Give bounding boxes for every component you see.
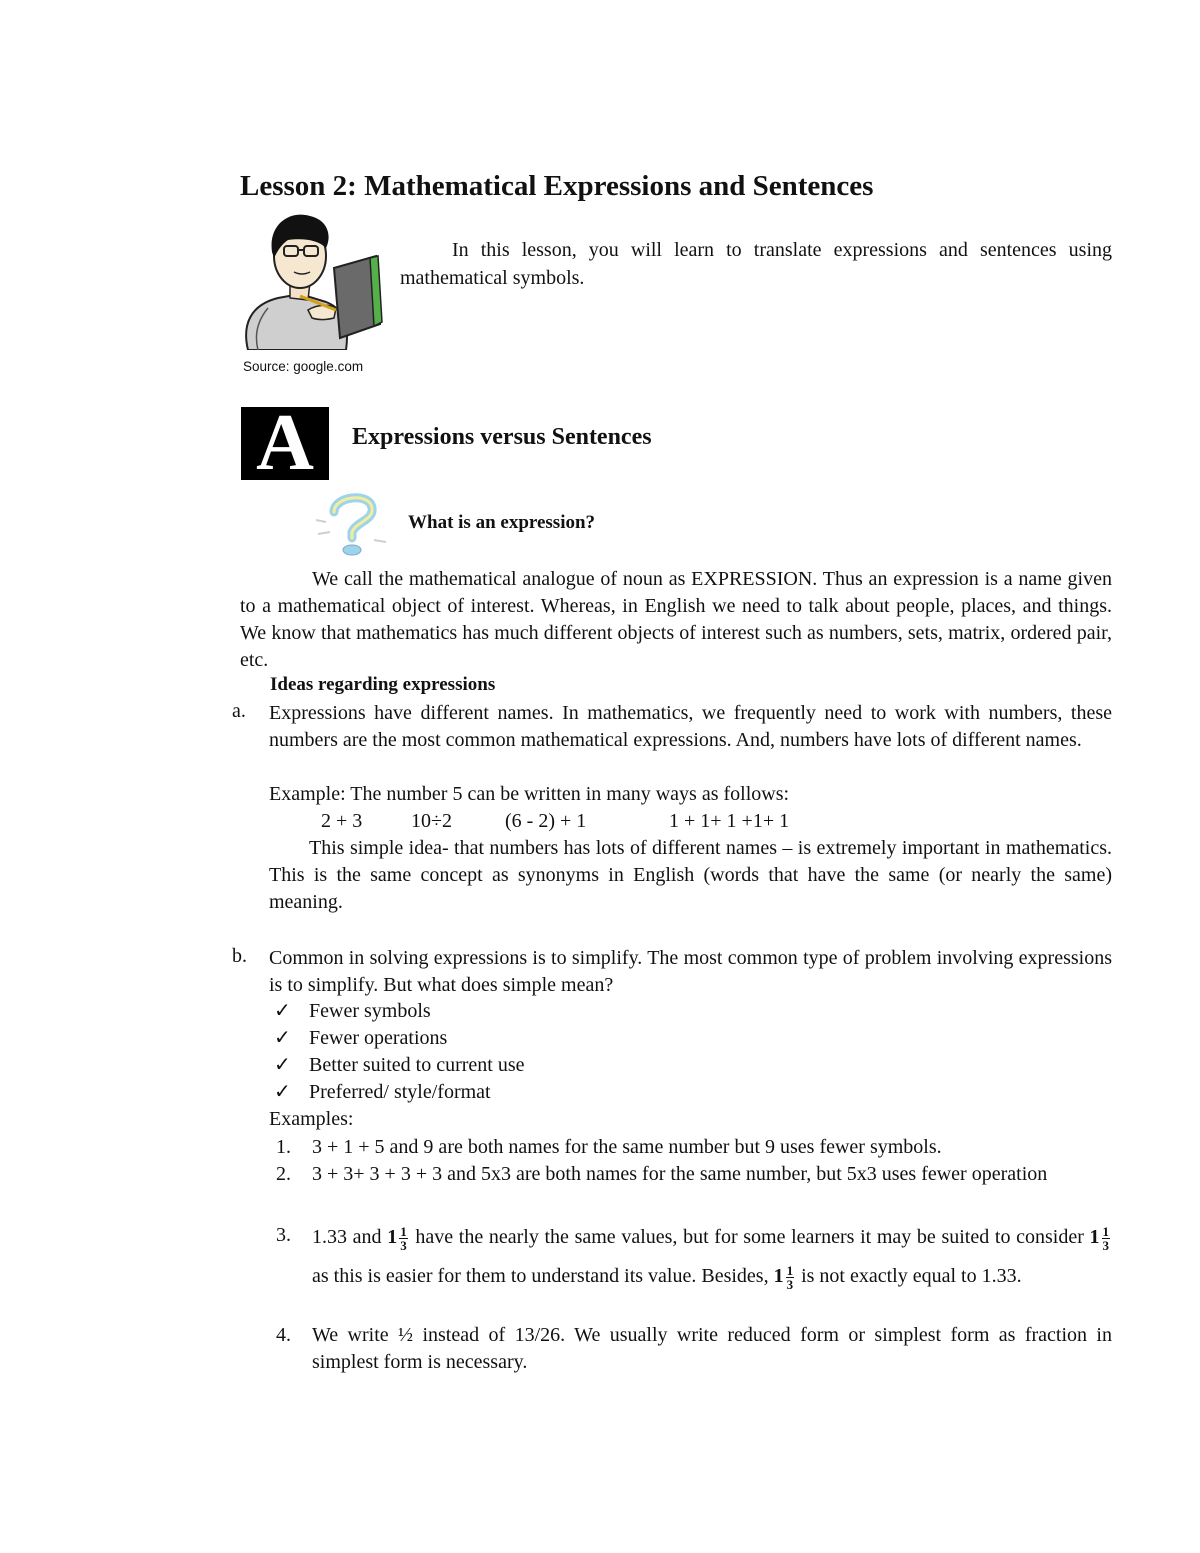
image-source-caption: Source: google.com: [243, 359, 364, 374]
item-a-example-label: Example: The number 5 can be written in many ways as follows:: [269, 783, 790, 805]
example-text: have the nearly the same values, but for some learners it may be suited to consider: [415, 1226, 1084, 1248]
check-icon: ✓: [274, 1054, 291, 1076]
section-letter-badge: A: [241, 407, 329, 480]
fraction-denominator: 3: [400, 1237, 407, 1253]
example-expression: 2 + 3: [321, 810, 363, 832]
mixed-number-fraction: [786, 1264, 795, 1291]
examples-label: Examples:: [269, 1108, 354, 1130]
check-icon: ✓: [274, 1081, 291, 1103]
example-text: 1.33 and: [312, 1226, 382, 1248]
example-number: 4.: [276, 1324, 291, 1346]
ideas-heading: Ideas regarding expressions: [270, 674, 496, 695]
check-icon: ✓: [274, 1000, 291, 1022]
fraction-numerator: 1: [786, 1262, 794, 1278]
question-heading: What is an expression?: [408, 512, 596, 533]
example-expression: (6 - 2) + 1: [505, 810, 587, 832]
example-text: is not exactly equal to 1.33.: [801, 1265, 1022, 1287]
item-a-note: This simple idea- that numbers has lots of different names – is extremely important in mathematics. This is the same concept as synonyms in English (words that have the same (or nearly the same) meaning.: [269, 837, 1112, 913]
item-b-marker: b.: [232, 945, 247, 967]
example-text: as this is easier for them to understand its value. Besides,: [312, 1265, 769, 1287]
fraction-numerator: 1: [400, 1223, 407, 1239]
check-icon: ✓: [274, 1027, 291, 1049]
mixed-number-fraction: [1102, 1225, 1111, 1252]
example-expression: 10÷2: [411, 810, 452, 832]
example-expression: 1 + 1+ 1 +1+ 1: [669, 810, 790, 832]
mixed-number-fraction: [399, 1225, 408, 1252]
item-b-text: Common in solving expressions is to simplify. The most common type of problem involving expressions is to simplify. But what does simple mean?: [269, 947, 1112, 996]
example-number: 2.: [276, 1163, 291, 1185]
section-title: Expressions versus Sentences: [352, 424, 652, 450]
mixed-number-whole: 1: [1089, 1226, 1100, 1248]
mixed-number-whole: 1: [773, 1265, 784, 1287]
item-a-text: Expressions have different names. In mathematics, we frequently need to work with numbers, these numbers are the most common mathematical expressions. And, numbers have lots of different names.: [269, 702, 1112, 751]
student-clipart-image: [238, 210, 386, 350]
fraction-denominator: 3: [1102, 1237, 1110, 1253]
fraction-denominator: 3: [786, 1276, 794, 1292]
question-mark-icon: [312, 490, 392, 560]
fraction-numerator: 1: [1102, 1223, 1110, 1239]
check-item: Fewer symbols: [309, 1000, 431, 1022]
page-title: Lesson 2: Mathematical Expressions and Sentences: [240, 170, 874, 202]
item-a-marker: a.: [232, 700, 246, 722]
example-text: 3 + 3+ 3 + 3 + 3 and 5x3 are both names for the same number, but 5x3 uses fewer operation: [312, 1163, 1048, 1185]
example-text: We write ½ instead of 13/26. We usually write reduced form or simplest form as fraction in simplest form is necessary.: [312, 1324, 1112, 1373]
mixed-number-whole: 1: [387, 1226, 398, 1248]
example-text: 3 + 1 + 5 and 9 are both names for the same number but 9 uses fewer symbols.: [312, 1136, 942, 1158]
check-item: Better suited to current use: [309, 1054, 525, 1076]
intro-paragraph: In this lesson, you will learn to translate expressions and sentences using mathematical symbols.: [400, 239, 1112, 289]
expression-definition-paragraph: We call the mathematical analogue of noun as EXPRESSION. Thus an expression is a name given to a mathematical object of interest. Whereas, in English we need to talk about people, places, and things. We know that mathematics has much different objects of interest such as numbers, sets, matrix, ordered pair, etc.: [240, 568, 1112, 671]
example-text-mixed: [312, 1218, 1112, 1296]
check-item: Preferred/ style/format: [309, 1081, 491, 1103]
example-number: 3.: [276, 1224, 291, 1246]
example-number: 1.: [276, 1136, 291, 1158]
check-item: Fewer operations: [309, 1027, 448, 1049]
